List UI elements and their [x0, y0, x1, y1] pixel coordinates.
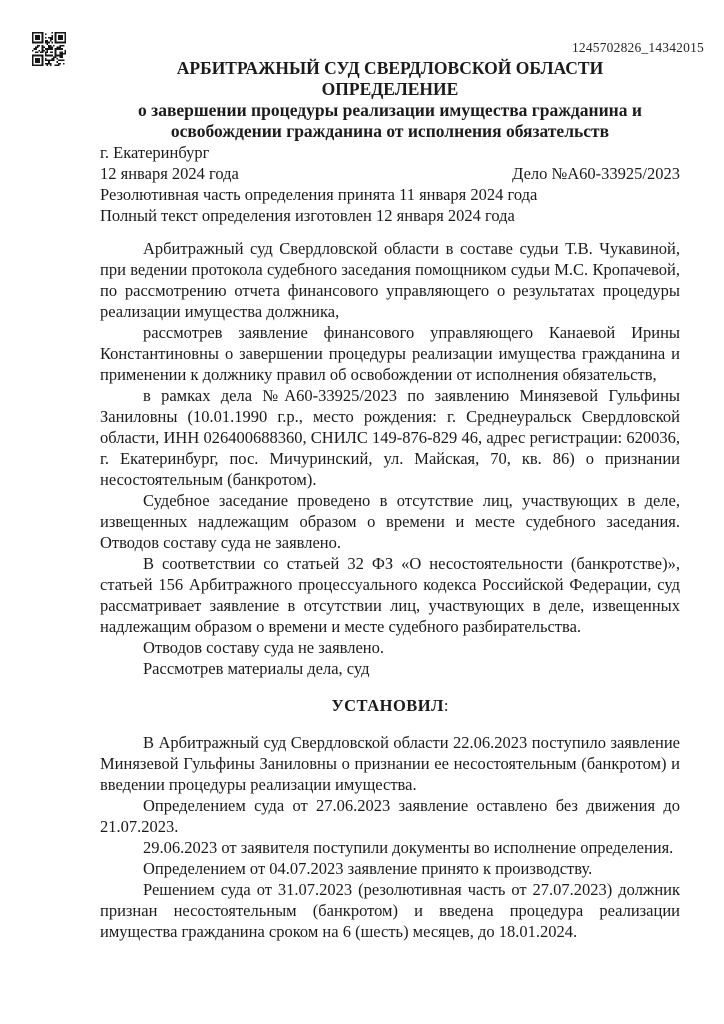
- ruling-heading-word: УСТАНОВИЛ: [331, 696, 444, 715]
- established-paragraph-5: Решением суда от 31.07.2023 (резолютивная часть от 27.07.2023) должник признан несостоятельным (банкротом) и введена процедура реализации имущества гражданина сроком на 6 (шесть) месяцев, до 18.01.2024.: [100, 880, 680, 941]
- qr-code-icon: [32, 32, 66, 66]
- decision-date: 12 января 2024 года: [100, 164, 239, 183]
- intro-paragraph-3: в рамках дела №А60-33925/2023 по заявлению Минязевой Гульфины Заниловны (10.01.1990 г.р., место рождения: г. Среднеуральск Свердловской области, ИНН 026400688360, СНИЛС 149-876-829 46, адрес регистрации: 620036, г. Екатеринбург, пос. Мичуринский, ул. Майская, 70, кв. 86) о признании несостоятельным (банкротом).: [100, 386, 680, 489]
- court-name: АРБИТРАЖНЫЙ СУД СВЕРДЛОВСКОЙ ОБЛАСТИ: [176, 58, 604, 78]
- intro-paragraph-5: В соответствии со статьей 32 ФЗ «О несостоятельности (банкротстве)», статьей 156 Арбитражного процессуального кодекса Российской Федерации, суд рассматривает заявление в отсутствии лиц, участвующих в деле, извещенных надлежащим образом о времени и месте судебного разбирательства.: [100, 554, 680, 636]
- intro-paragraph-6: Отводов составу суда не заявлено.: [143, 638, 384, 657]
- document-subtitle-line-1: о завершении процедуры реализации имущества гражданина и: [138, 100, 642, 120]
- intro-paragraph-2: рассмотрев заявление финансового управляющего Канаевой Ирины Константиновны о завершении процедуры реализации имущества гражданина и применении к должнику правил об освобождении от исполнения обязательств,: [100, 323, 680, 384]
- city-line: г. Екатеринбург: [100, 143, 210, 162]
- spacer: [100, 226, 680, 238]
- established-paragraph-1: В Арбитражный суд Свердловской области 22.06.2023 поступило заявление Минязевой Гульфины Заниловны о признании ее несостоятельным (банкротом) и введении процедуры реализации имущества.: [100, 733, 680, 794]
- filing-number: 1245702826_14342015: [571, 40, 704, 55]
- case-number: Дело №А60-33925/2023: [512, 164, 680, 183]
- established-paragraph-3: 29.06.2023 от заявителя поступили документы во исполнение определения.: [143, 838, 674, 857]
- intro-paragraph-4: Судебное заседание проведено в отсутствие лиц, участвующих в деле, извещенных надлежащим образом о времени и месте судебного заседания. Отводов составу суда не заявлено.: [100, 491, 680, 552]
- full-text-line: Полный текст определения изготовлен 12 января 2024 года: [100, 206, 515, 225]
- document-type-title: ОПРЕДЕЛЕНИЕ: [321, 79, 459, 99]
- intro-paragraph-7: Рассмотрев материалы дела, суд: [143, 659, 370, 678]
- established-paragraph-4: Определением от 04.07.2023 заявление принято к производству.: [143, 859, 593, 878]
- document-subtitle-line-2: освобождении гражданина от исполнения обязательств: [170, 121, 610, 141]
- established-paragraph-2: Определением суда от 27.06.2023 заявление оставлено без движения до 21.07.2023.: [100, 796, 680, 836]
- document-content: [100, 58, 680, 942]
- date-case-row: [100, 163, 680, 184]
- resolution-part-line: Резолютивная часть определения принята 11 января 2024 года: [100, 185, 538, 204]
- ruling-heading: [100, 695, 680, 716]
- ruling-heading-colon: :: [443, 696, 449, 715]
- intro-paragraph-1: Арбитражный суд Свердловской области в составе судьи Т.В. Чукавиной, при ведении протокола судебного заседания помощником судьи М.С. Кропачевой, по рассмотрению отчета финансового управляющего о результатах процедуры реализации имущества должника,: [100, 239, 680, 321]
